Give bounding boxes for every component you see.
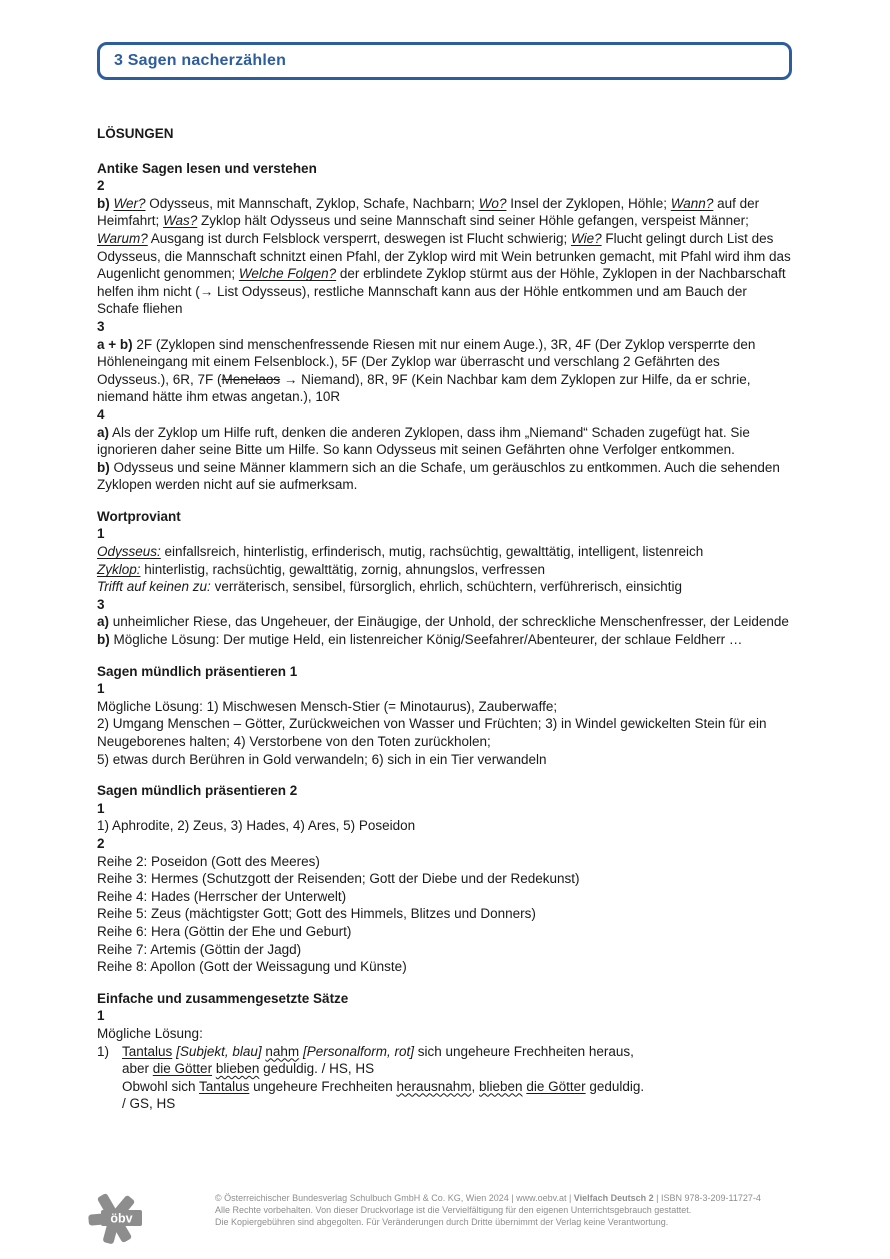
oebv-logo	[88, 1188, 145, 1245]
text-segment: geduldig.	[585, 1078, 645, 1094]
text-segment: Reihe 4: Hades (Herrscher der Unterwelt)	[97, 888, 347, 904]
text-segment: Wo?	[478, 195, 507, 211]
text-segment: Mögliche Lösung:	[97, 1025, 203, 1041]
text-segment: Reihe 6: Hera (Göttin der Ehe und Geburt)	[97, 923, 352, 939]
text-segment: [Personalform, rot]	[302, 1043, 414, 1059]
footer-rights-line: Alle Rechte vorbehalten. Von dieser Druckvorlage ist die Vervielfältigung für den eigenen Unterrichtsgebrauch gestattet.	[215, 1205, 692, 1215]
chapter-title: 3 Sagen nacherzählen	[114, 52, 287, 69]
text-segment: blieben	[215, 1061, 260, 1077]
text-segment: Ausgang ist durch Felsblock versperrt, deswegen ist Flucht schwierig;	[147, 230, 571, 246]
paragraph	[97, 613, 792, 631]
paragraph	[97, 923, 792, 941]
paragraph	[97, 870, 792, 888]
text-segment: einfallsreich, hinterlistig, erfinderisch, mutig, rachsüchtig, gewalttätig, intelligent, listenreich	[160, 544, 704, 560]
content-area	[97, 42, 792, 1113]
section-antike-sagen	[97, 160, 792, 494]
text-segment: Reihe 8: Apollon (Gott der Weissagung und Künste)	[97, 959, 407, 975]
section-wortproviant	[97, 508, 792, 649]
text-segment: 1) Aphrodite, 2) Zeus, 3) Hades, 4) Ares, 5) Poseidon	[97, 818, 416, 834]
task-number: 3	[97, 596, 105, 612]
paragraph	[97, 578, 792, 596]
paragraph	[97, 905, 792, 923]
text-segment: der erblindete Zyklop stürmt aus der Höhle, Zyklopen in der Nachbarschaft helfen ihm nicht (→ List Odysseus), restliche Mannschaft kann aus der Höhle entkommen und am Bauch der Schafe fliehen	[97, 266, 786, 317]
text-segment: hinterlistig, rachsüchtig, gewalttätig, zornig, ahnungslos, verfressen	[140, 561, 545, 577]
text-segment: Insel der Zyklopen, Höhle;	[506, 195, 671, 211]
text-segment: © Österreichischer Bundesverlag Schulbuch GmbH & Co. KG, Wien 2024 | www.oebv.at |	[215, 1193, 574, 1203]
text-segment: Tantalus	[199, 1078, 250, 1094]
text-segment: Als der Zyklop um Hilfe ruft, denken die anderen Zyklopen, dass ihm „Niemand“ Schaden zugefügt hat. Sie ignorieren daher seine Bitte um Hilfe. So kann Odysseus mit seinen Gefährten ohne Verfolger entkommen.	[97, 424, 750, 458]
text-segment: Was?	[163, 213, 198, 229]
text-segment: aber	[122, 1061, 153, 1077]
text-segment: 2F (Zyklopen sind menschenfressende Riesen mit nur einem Auge.), 3R, 4F (Der Zyklop versperrte den Höhleneingang mit einem Felsenblock.), 5F (Der Zyklop war überrascht und verschlang 2 Gefährten des Odysseus.), 6R, 7F (	[97, 336, 756, 387]
text-segment: ungeheure Frechheiten	[249, 1078, 397, 1094]
text-segment: b)	[97, 632, 110, 648]
text-segment: die Götter	[152, 1061, 213, 1077]
text-segment: Warum?	[97, 230, 148, 246]
task-number: 1	[97, 526, 105, 542]
task-number: 4	[97, 406, 105, 422]
sections-container	[97, 160, 792, 1113]
text-segment: nahm	[265, 1043, 300, 1059]
text-segment: herausnahm	[396, 1078, 472, 1094]
text-segment: ,	[471, 1078, 480, 1094]
oebv-logo-text: öbv	[110, 1211, 133, 1226]
text-segment: b)	[97, 195, 110, 211]
text-segment: Tantalus	[122, 1043, 173, 1059]
text-segment: Obwohl sich	[122, 1078, 200, 1094]
text-segment: 2) Umgang Menschen – Götter, Zurückweichen von Wasser und Früchten; 3) in Windel gewickelten Stein für ein Neugeborenes halten; 4) Verstorbene von den Toten zurückholen;	[97, 716, 767, 749]
text-segment: a + b)	[97, 336, 133, 352]
footer	[88, 1188, 803, 1245]
text-segment: [Subjekt, blau]	[176, 1043, 262, 1059]
paragraph	[97, 459, 792, 494]
paragraph	[97, 941, 792, 959]
text-segment: a)	[97, 424, 110, 440]
list-body	[122, 1043, 792, 1113]
text-segment: b)	[97, 459, 110, 475]
text-segment: Odysseus, mit Mannschaft, Zyklop, Schafe, Nachbarn;	[145, 195, 479, 211]
text-segment: | ISBN 978-3-209-11727-4	[653, 1193, 761, 1203]
text-segment: Wer?	[113, 195, 146, 211]
task-number: 2	[97, 178, 105, 194]
text-segment: geduldig. / HS, HS	[259, 1061, 375, 1077]
task-number: 2	[97, 835, 105, 851]
section-heading: Einfache und zusammengesetzte Sätze	[97, 990, 349, 1006]
section-heading: Wortproviant	[97, 508, 181, 524]
text-segment: Welche Folgen?	[238, 266, 337, 282]
paragraph	[97, 336, 792, 406]
section-heading: Antike Sagen lesen und verstehen	[97, 160, 317, 176]
task-number: 1	[97, 1008, 105, 1024]
text-segment: 5) etwas durch Berühren in Gold verwandeln; 6) sich in ein Tier verwandeln	[97, 751, 547, 767]
text-segment: Flucht gelingt durch List des Odysseus, die Mannschaft schnitzt einen Pfahl, der Zyklop wird mit Wein betrunken gemacht, mit Pfahl wird ihm das Augenlicht genommen;	[97, 230, 791, 282]
text-segment: Wie?	[570, 230, 602, 246]
paragraph	[97, 958, 792, 976]
text-segment: blieben	[479, 1078, 523, 1094]
paragraph	[97, 561, 792, 579]
text-segment: Menelaos	[221, 371, 281, 387]
paragraph	[97, 631, 792, 649]
text-segment: auf der Heimfahrt;	[97, 195, 760, 229]
paragraph	[97, 888, 792, 906]
section-heading: Sagen mündlich präsentieren 1	[97, 663, 298, 679]
text-segment: Zyklop hält Odysseus und seine Mannschaft sind seiner Höhle gefangen, verspeist Männer;	[197, 213, 749, 229]
list-item	[97, 1043, 792, 1113]
section-sagen-muendlich-2	[97, 782, 792, 976]
text-segment: → Niemand), 8R, 9F (Kein Nachbar kam dem Zyklopen zur Hilfe, da er schrie, niemand hätte ihm etwas angetan.), 10R	[97, 371, 751, 405]
text-segment: verräterisch, sensibel, fürsorglich, ehrlich, schüchtern, verführerisch, einsichtig	[210, 579, 683, 595]
paragraph	[97, 817, 792, 835]
task-number: 1	[97, 800, 105, 816]
task-number: 3	[97, 318, 105, 334]
paragraph	[97, 543, 792, 561]
paragraph	[97, 698, 792, 768]
text-segment: Reihe 5: Zeus (mächtigster Gott; Gott des Himmels, Blitzes und Donners)	[97, 906, 536, 922]
footer-fees-line: Die Kopiergebühren sind abgegolten. Für Veränderungen durch Dritte übernimmt der Verlag keine Verantwortung.	[215, 1217, 669, 1227]
text-segment: a)	[97, 614, 110, 630]
solutions-title: LÖSUNGEN	[97, 126, 174, 141]
text-segment: Reihe 3: Hermes (Schutzgott der Reisenden; Gott der Diebe und der Redekunst)	[97, 871, 580, 887]
task-number: 1	[97, 681, 105, 697]
list-marker: 1)	[97, 1043, 110, 1059]
text-segment: unheimlicher Riese, das Ungeheuer, der Einäugige, der Unhold, der schreckliche Menschenfresser, der Leidende	[109, 614, 789, 630]
text-segment: Mögliche Lösung: Der mutige Held, ein listenreicher König/Seefahrer/Abenteurer, der schlaue Feldherr …	[109, 632, 743, 648]
section-heading: Sagen mündlich präsentieren 2	[97, 783, 298, 799]
paragraph	[97, 195, 792, 318]
text-segment: sich ungeheure Frechheiten heraus,	[413, 1043, 634, 1059]
section-sagen-muendlich-1	[97, 663, 792, 769]
text-segment: Odysseus und seine Männer klammern sich an die Schafe, um geräuschlos zu entkommen. Auch die sehenden Zyklopen werden nicht auf sie aufmerksam.	[97, 459, 780, 493]
text-segment: Reihe 2: Poseidon (Gott des Meeres)	[97, 853, 320, 869]
section-einfache-saetze	[97, 990, 792, 1113]
text-segment: Vielfach Deutsch 2	[573, 1193, 654, 1203]
text-segment: Mögliche Lösung: 1) Mischwesen Mensch-Stier (= Minotaurus), Zauberwaffe;	[97, 698, 558, 714]
paragraph	[97, 424, 792, 459]
text-segment: Wann?	[670, 195, 714, 211]
text-segment: Zyklop:	[97, 561, 141, 577]
text-segment: die Götter	[526, 1078, 586, 1094]
text-segment: Reihe 7: Artemis (Göttin der Jagd)	[97, 941, 302, 957]
text-segment: / GS, HS	[122, 1096, 176, 1112]
chapter-header-box	[97, 42, 792, 80]
paragraph	[97, 853, 792, 871]
footer-copyright-line	[215, 1192, 761, 1204]
text-segment: Trifft auf keinen zu:	[97, 579, 211, 595]
paragraph	[97, 1025, 792, 1043]
text-segment: Odysseus:	[97, 544, 161, 560]
footer-text	[215, 1188, 761, 1228]
